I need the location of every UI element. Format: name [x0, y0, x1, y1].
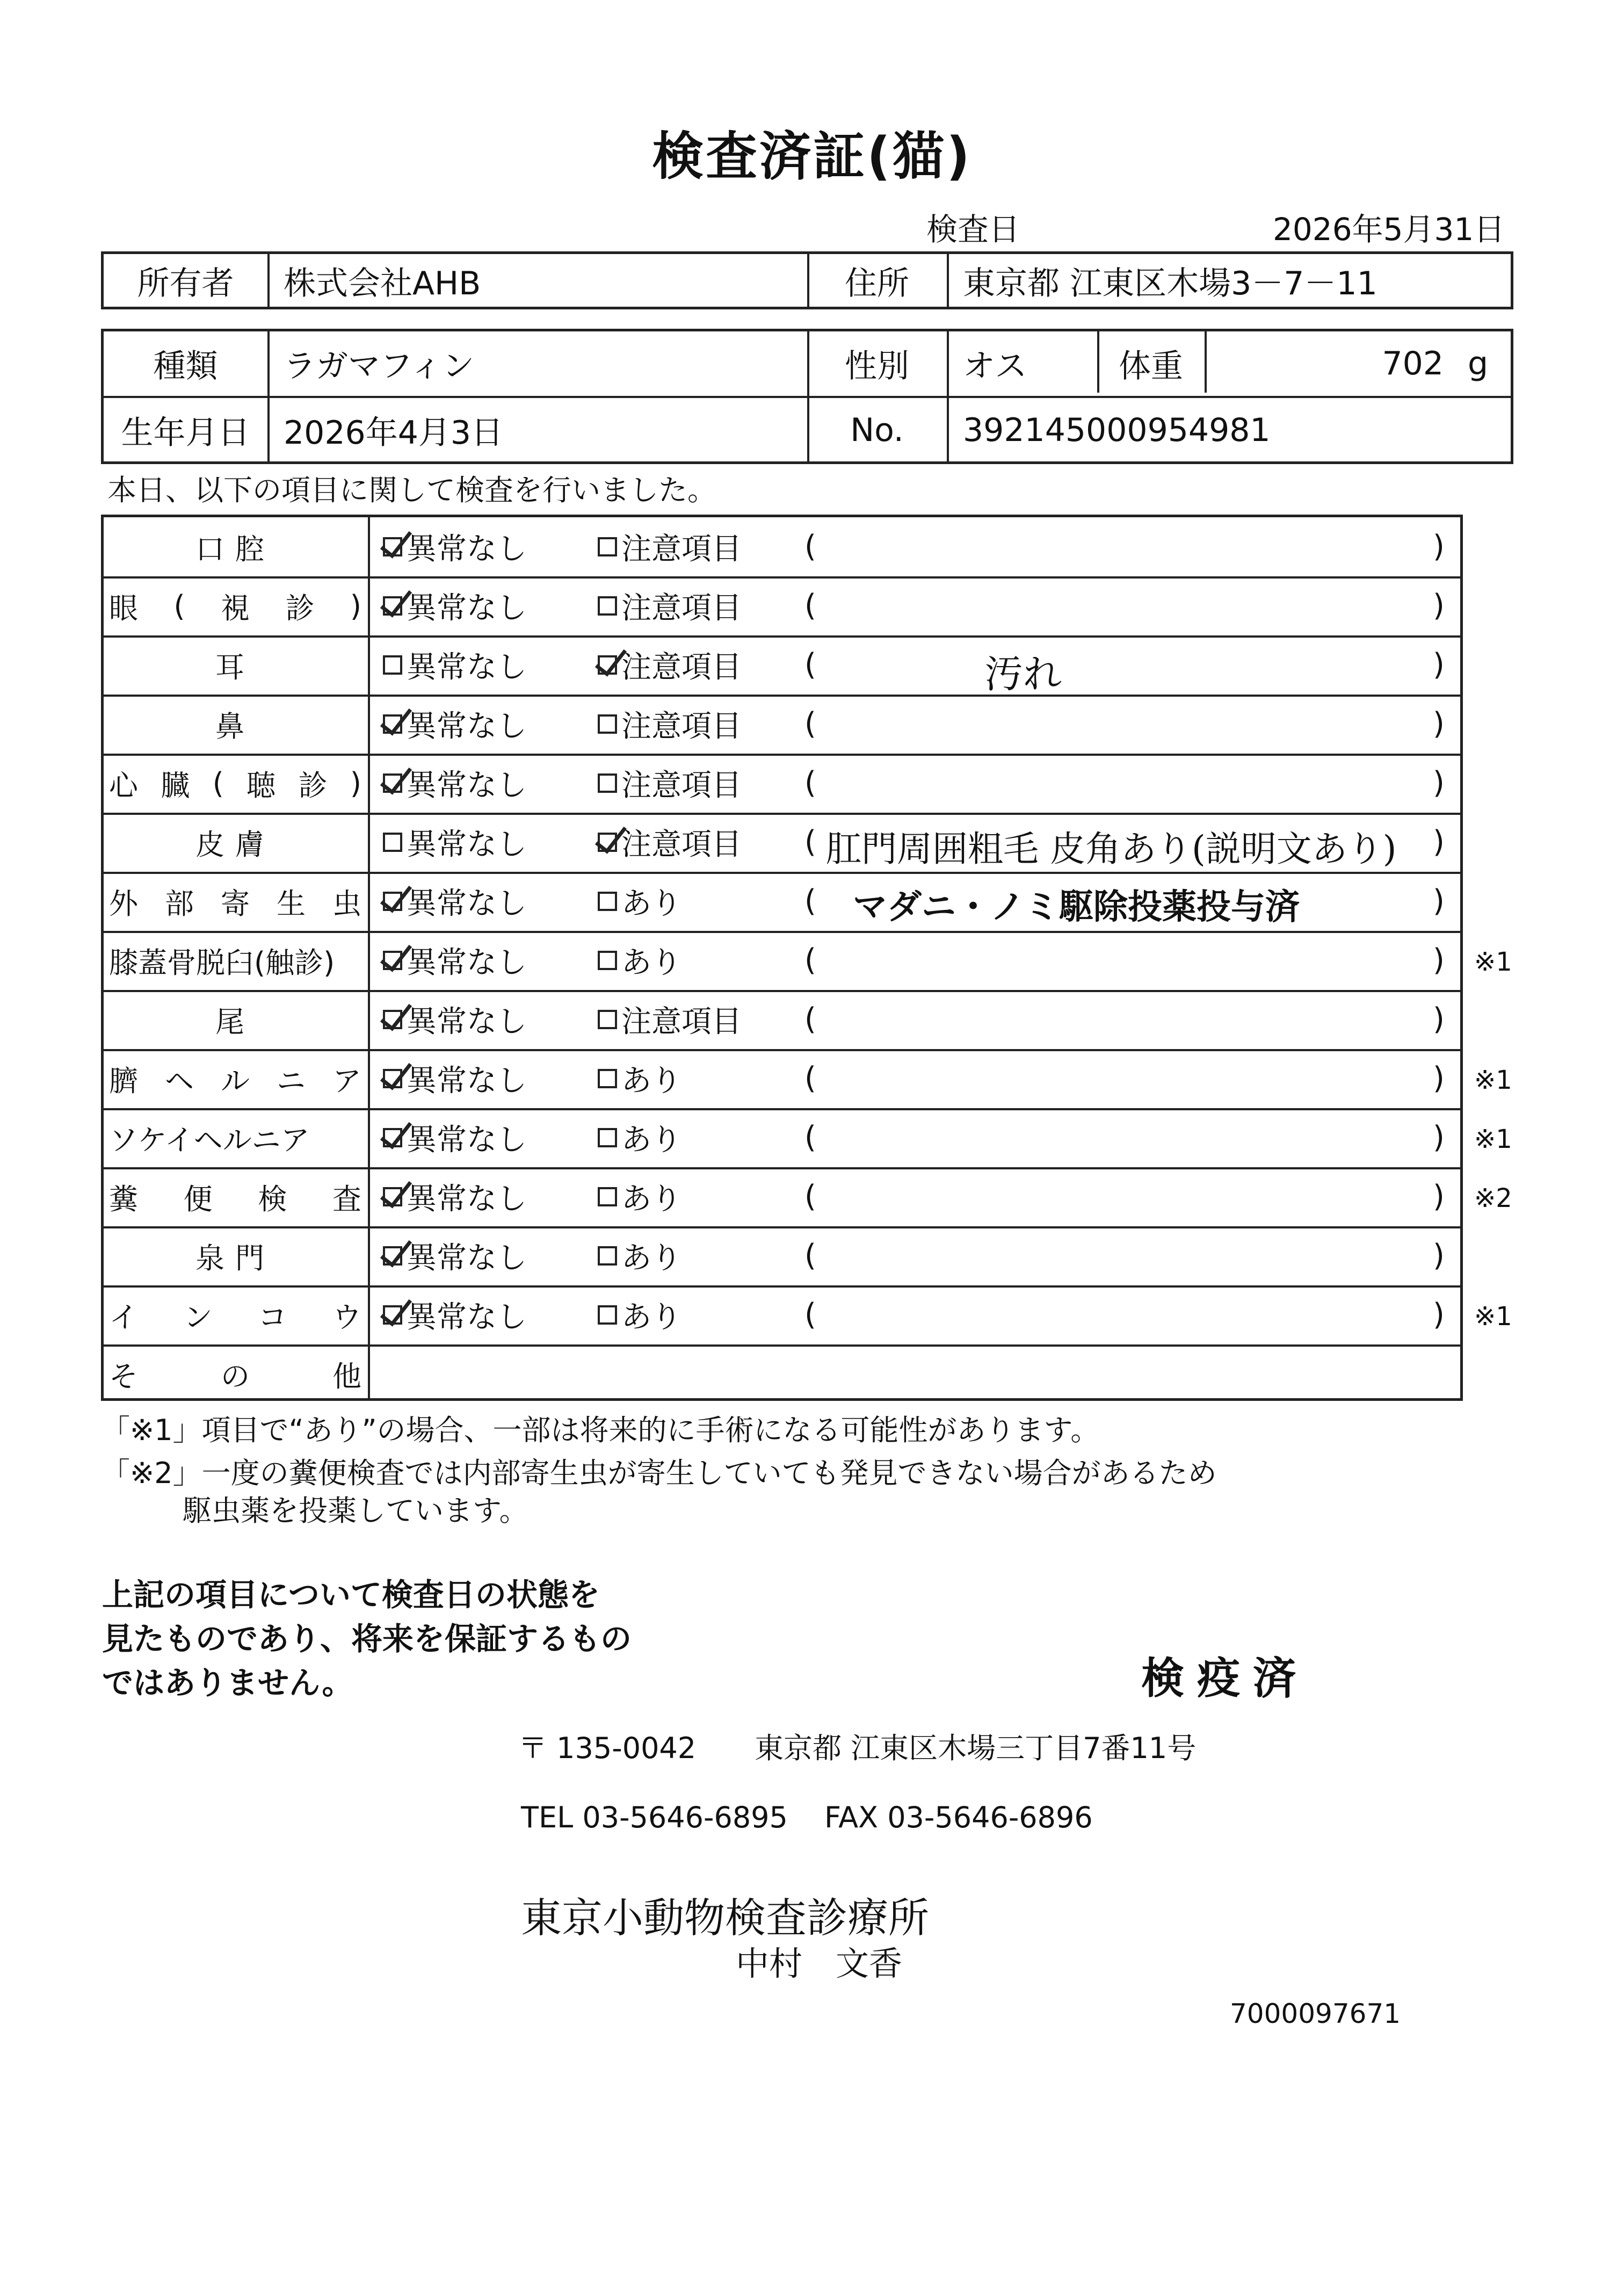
option-label: 注意項目	[621, 532, 742, 567]
remark-text: マダニ・ノミ駆除投薬投与済	[853, 887, 1300, 927]
serial-number: 7000097671	[1230, 1998, 1401, 2029]
empty-box-icon	[598, 1305, 617, 1325]
owner-table	[101, 251, 1513, 309]
no-abnormality-checkbox[interactable]	[383, 1285, 527, 1344]
footnote-mark: ※1	[1474, 1302, 1512, 1332]
remark-text: 肛門周囲粗毛 皮角あり(説明文あり)	[826, 828, 1397, 870]
document-title: 検査済証(猫)	[652, 126, 972, 186]
disclaimer	[102, 1573, 632, 1705]
checked-box-icon	[383, 1010, 402, 1029]
option-label: 異常なし	[407, 1182, 527, 1217]
doctor-name: 中村 文香	[736, 1944, 903, 1983]
footnote-mark: ※1	[1474, 947, 1512, 977]
empty-box-icon	[598, 1187, 617, 1206]
no-abnormality-checkbox[interactable]	[383, 576, 527, 635]
weight-unit: g	[1468, 345, 1489, 382]
address-label: 住所	[845, 265, 909, 302]
owner-label: 所有者	[137, 265, 234, 302]
checked-box-icon	[383, 1246, 402, 1266]
footnote-mark: ※1	[1474, 1065, 1512, 1095]
option-label: 異常なし	[407, 1064, 527, 1098]
paren-open: (	[804, 1120, 816, 1155]
sex-label: 性別	[845, 348, 909, 385]
option-label: あり	[621, 1064, 682, 1098]
empty-box-icon	[598, 714, 617, 734]
paren-open: (	[804, 1238, 816, 1273]
option-label: 異常なし	[407, 1004, 527, 1039]
footnote-mark: ※2	[1474, 1183, 1512, 1213]
empty-box-icon	[598, 892, 617, 911]
sex-value: オス	[963, 348, 1027, 385]
paren-close: )	[1433, 943, 1445, 978]
number-value: 392145000954981	[963, 411, 1271, 449]
owner-value: 株式会社AHB	[284, 265, 481, 302]
option-label: 異常なし	[407, 650, 527, 685]
row-label: 外 部 寄 生 虫	[109, 886, 361, 921]
note-2-line-2: 駆虫薬を投薬しています。	[183, 1494, 528, 1528]
paren-close: )	[1433, 1061, 1445, 1096]
attention-checkbox[interactable]	[598, 754, 742, 813]
attention-checkbox[interactable]	[598, 872, 682, 931]
option-label: 異常なし	[407, 945, 527, 980]
breed-value: ラガマフィン	[284, 348, 475, 385]
paren-close: )	[1433, 706, 1445, 741]
no-abnormality-checkbox[interactable]	[383, 1226, 527, 1285]
paren-open: (	[804, 765, 816, 800]
no-abnormality-checkbox[interactable]	[383, 1167, 527, 1226]
breed-label: 種類	[153, 348, 218, 385]
option-label: 異常なし	[407, 768, 527, 803]
option-label: あり	[621, 945, 682, 980]
checked-box-icon	[383, 1069, 402, 1088]
attention-checkbox[interactable]	[598, 813, 742, 872]
no-abnormality-checkbox[interactable]	[383, 1049, 527, 1108]
paren-close: )	[1433, 1297, 1445, 1332]
exam-table	[101, 515, 1512, 1401]
attention-checkbox[interactable]	[598, 1285, 682, 1344]
checked-box-icon	[598, 833, 617, 852]
remark-text: 汚れ	[984, 652, 1062, 697]
empty-box-icon	[598, 537, 617, 556]
empty-box-icon	[598, 1069, 617, 1088]
paren-open: (	[804, 943, 816, 978]
attention-checkbox[interactable]	[598, 1049, 682, 1108]
option-label: あり	[621, 1123, 682, 1158]
no-abnormality-checkbox[interactable]	[383, 1108, 527, 1167]
no-abnormality-checkbox[interactable]	[383, 517, 527, 576]
option-label: あり	[621, 1241, 682, 1276]
option-label: 異常なし	[407, 532, 527, 567]
animal-table	[101, 329, 1513, 464]
no-abnormality-checkbox[interactable]	[383, 931, 527, 990]
checked-box-icon	[383, 714, 402, 734]
row-label: 眼 ( 視 診 )	[109, 589, 361, 625]
paren-open: (	[804, 1061, 816, 1096]
option-label: 注意項目	[621, 768, 742, 803]
no-abnormality-checkbox[interactable]	[383, 813, 527, 872]
checked-box-icon	[383, 1187, 402, 1206]
attention-checkbox[interactable]	[598, 695, 742, 754]
weight-label: 体重	[1119, 348, 1183, 385]
option-label: あり	[621, 1300, 682, 1335]
disclaimer-line-2: 見たものであり、将来を保証するもの	[102, 1621, 632, 1657]
empty-box-icon	[383, 655, 402, 675]
option-label: 異常なし	[407, 827, 527, 862]
no-abnormality-checkbox[interactable]	[383, 990, 527, 1049]
empty-box-icon	[598, 596, 617, 616]
paren-open: (	[804, 825, 816, 859]
paren-close: )	[1433, 1238, 1445, 1273]
option-label: 異常なし	[407, 1241, 527, 1276]
row-label: 膝蓋骨脱臼(触診)	[109, 945, 335, 980]
attention-checkbox[interactable]	[598, 1167, 682, 1226]
empty-box-icon	[598, 1010, 617, 1029]
row-label: 泉門	[195, 1241, 275, 1275]
attention-checkbox[interactable]	[598, 1108, 682, 1167]
row-label: イ ン コ ウ	[109, 1300, 361, 1334]
paren-open: (	[804, 1002, 816, 1037]
paren-open: (	[804, 647, 816, 682]
option-label: 注意項目	[621, 1004, 742, 1039]
birth-value: 2026年4月3日	[284, 414, 504, 452]
attention-checkbox[interactable]	[598, 576, 742, 635]
no-abnormality-checkbox[interactable]	[383, 635, 527, 695]
paren-close: )	[1433, 1002, 1445, 1037]
checked-box-icon	[598, 655, 617, 675]
option-label: 注意項目	[621, 650, 742, 685]
other-label: そ の 他	[109, 1359, 361, 1393]
option-label: あり	[621, 886, 682, 921]
no-abnormality-checkbox[interactable]	[383, 872, 527, 931]
address-value: 東京都 江東区木場3－7－11	[963, 265, 1378, 302]
clinic-tel: TEL 03-5646-6895	[521, 1801, 788, 1834]
option-label: 異常なし	[407, 709, 527, 744]
option-label: 異常なし	[407, 1300, 527, 1335]
paren-close: )	[1433, 825, 1445, 859]
row-label: 耳	[215, 650, 255, 684]
attention-checkbox[interactable]	[598, 1226, 682, 1285]
footnote-mark: ※1	[1474, 1124, 1512, 1154]
empty-box-icon	[598, 773, 617, 793]
intro-text: 本日、以下の項目に関して検査を行いました。	[107, 473, 716, 507]
no-abnormality-checkbox[interactable]	[383, 754, 527, 813]
checked-box-icon	[383, 951, 402, 970]
row-label: 尾	[215, 1004, 255, 1039]
checked-box-icon	[383, 1128, 402, 1147]
paren-close: )	[1433, 1120, 1445, 1155]
checked-box-icon	[383, 537, 402, 556]
attention-checkbox[interactable]	[598, 635, 742, 695]
row-label: 口腔	[195, 532, 275, 566]
disclaimer-line-3: ではありません。	[102, 1665, 353, 1701]
paren-open: (	[804, 588, 816, 623]
row-label: 皮膚	[195, 827, 275, 862]
checked-box-icon	[383, 596, 402, 616]
paren-close: )	[1433, 765, 1445, 800]
checked-box-icon	[383, 773, 402, 793]
disclaimer-line-1: 上記の項目について検査日の状態を	[102, 1577, 600, 1613]
paren-open: (	[804, 884, 816, 919]
empty-box-icon	[598, 951, 617, 970]
option-label: 注意項目	[621, 591, 742, 626]
clinic-fax: FAX 03-5646-6896	[824, 1801, 1093, 1834]
birth-label: 生年月日	[121, 414, 250, 452]
row-label: 心 臓 ( 聴 診 )	[109, 766, 361, 802]
paren-open: (	[804, 1297, 816, 1332]
paren-open: (	[804, 706, 816, 741]
checked-box-icon	[383, 1305, 402, 1325]
number-label: No.	[850, 411, 904, 449]
no-abnormality-checkbox[interactable]	[383, 695, 527, 754]
paren-close: )	[1433, 529, 1445, 564]
option-label: 注意項目	[621, 709, 742, 744]
attention-checkbox[interactable]	[598, 931, 682, 990]
paren-close: )	[1433, 647, 1445, 682]
paren-close: )	[1433, 884, 1445, 919]
row-label: 臍 ヘ ル ニ ア	[109, 1064, 361, 1098]
paren-close: )	[1433, 588, 1445, 623]
row-label: 鼻	[215, 709, 255, 743]
paren-open: (	[804, 1179, 816, 1214]
quarantine-stamp-text: 検疫済	[1141, 1653, 1309, 1703]
checked-box-icon	[383, 892, 402, 911]
exam-date-label: 検査日	[926, 211, 1020, 248]
attention-checkbox[interactable]	[598, 517, 742, 576]
attention-checkbox[interactable]	[598, 990, 742, 1049]
row-label: 糞 便 検 査	[109, 1182, 361, 1216]
option-label: あり	[621, 1182, 682, 1217]
option-label: 異常なし	[407, 1123, 527, 1158]
paren-close: )	[1433, 1179, 1445, 1214]
note-1: 「※1」項目で“あり”の場合、一部は将来的に手術になる可能性があります。	[101, 1413, 1100, 1447]
postal-code: 〒 135-0042	[518, 1731, 697, 1765]
clinic-name: 東京小動物検査診療所	[521, 1894, 929, 1942]
option-label: 異常なし	[407, 886, 527, 921]
clinic-address: 東京都 江東区木場三丁目7番11号	[755, 1731, 1197, 1765]
exam-date-value: 2026年5月31日	[1273, 211, 1505, 248]
paren-open: (	[804, 529, 816, 564]
empty-box-icon	[383, 833, 402, 852]
empty-box-icon	[598, 1246, 617, 1266]
option-label: 異常なし	[407, 591, 527, 626]
note-2-line-1: 「※2」一度の糞便検査では内部寄生虫が寄生していても発見できない場合があるため	[101, 1456, 1217, 1490]
empty-box-icon	[598, 1128, 617, 1147]
row-label: ソケイヘルニア	[109, 1123, 310, 1157]
weight-value: 702	[1382, 345, 1444, 382]
option-label: 注意項目	[621, 827, 742, 862]
